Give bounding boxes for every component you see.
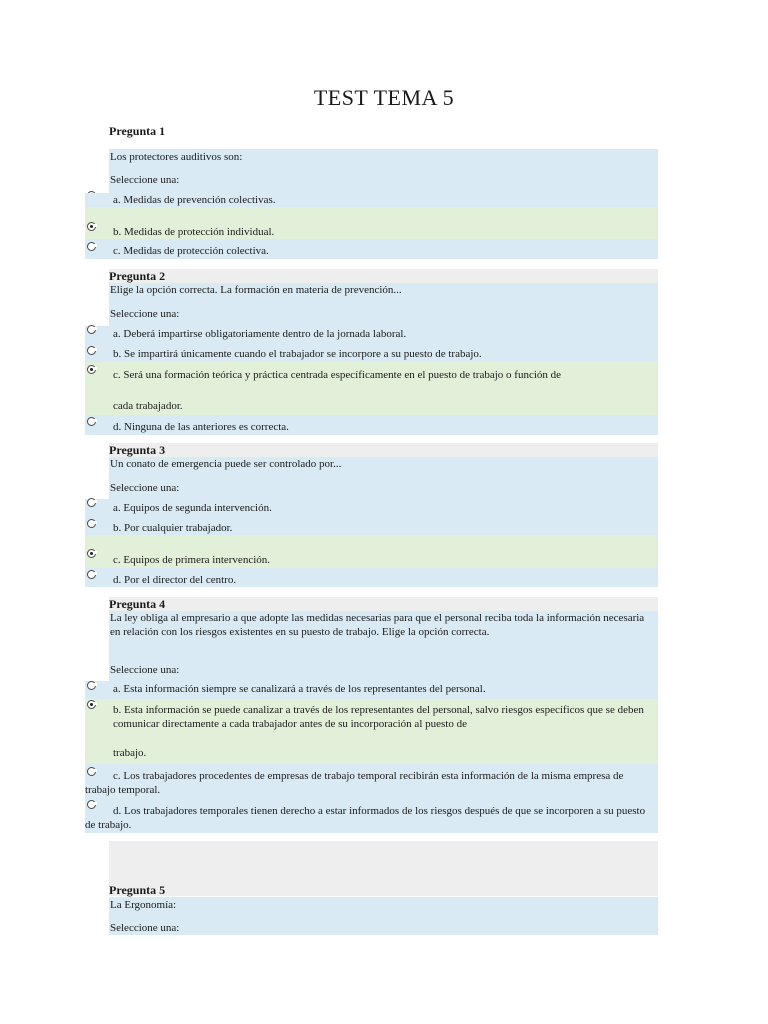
question-4-option-c[interactable]: c. Los trabajadores procedentes de empresas de trabajo temporal recibirán esta información de la misma empresa de trabajo temporal. — [85, 764, 658, 797]
question-1-option-a[interactable]: a. Medidas de prevención colectivas. — [85, 193, 658, 207]
question-1-header: Pregunta 1 — [109, 124, 166, 138]
question-4-option-b[interactable]: b. Esta información se puede canalizar a través de los representantes del personal, salvo riesgos específicos que se deben comunicar directamente a cada trabajador antes de su incorporación al puesto de trabajo. — [85, 699, 658, 764]
question-4-option-c-radio[interactable] — [87, 767, 96, 776]
question-1-option-c-radio[interactable] — [87, 242, 96, 251]
question-2-option-a-radio[interactable] — [87, 325, 96, 334]
question-5-text: La Ergonomía: — [110, 899, 177, 911]
question-2-option-b[interactable]: b. Se impartirá únicamente cuando el trabajador se incorpore a su puesto de trabajo. — [85, 344, 658, 362]
question-3-option-c[interactable]: c. Equipos de primera intervención. — [85, 535, 658, 568]
question-2-option-d-radio[interactable] — [87, 417, 96, 426]
question-1-option-b-radio[interactable] — [87, 222, 96, 231]
question-4-select-label: Seleccione una: — [110, 664, 180, 676]
question-4-option-a-radio[interactable] — [87, 681, 96, 690]
question-2-option-d[interactable]: d. Ninguna de las anteriores es correcta. — [85, 415, 658, 435]
question-3-option-c-radio[interactable] — [87, 549, 96, 558]
question-3-option-d[interactable]: d. Por el director del centro. — [85, 568, 658, 587]
question-3-select-label: Seleccione una: — [110, 482, 180, 494]
page-title: TEST TEMA 5 — [313, 85, 455, 110]
question-1-select-label: Seleccione una: — [110, 174, 180, 186]
question-3-option-b-radio[interactable] — [87, 519, 96, 528]
question-1-text: Los protectores auditivos son: — [110, 151, 243, 163]
question-3-option-a[interactable]: a. Equipos de segunda intervención. — [85, 499, 658, 517]
question-3-header: Pregunta 3 — [109, 443, 658, 457]
question-5-block — [109, 897, 658, 935]
question-4-header: Pregunta 4 — [109, 597, 658, 611]
question-3-option-d-radio[interactable] — [87, 570, 96, 579]
question-3-option-b[interactable]: b. Por cualquier trabajador. — [85, 517, 658, 535]
question-4-option-d-radio[interactable] — [87, 800, 96, 809]
question-2-header: Pregunta 2 — [109, 269, 658, 283]
question-3-text: Un conato de emergencia puede ser controlado por... — [110, 458, 342, 470]
question-5-select-label: Seleccione una: — [110, 922, 180, 934]
question-1-option-b[interactable]: b. Medidas de protección individual. — [85, 207, 658, 239]
question-4-option-b-radio[interactable] — [87, 700, 96, 709]
question-4-block — [109, 611, 658, 681]
question-4-option-a[interactable]: a. Esta información siempre se canalizará a través de los representantes del personal. — [85, 681, 658, 699]
question-2-text: Elige la opción correcta. La formación en materia de prevención... — [110, 284, 402, 296]
question-1-option-c[interactable]: c. Medidas de protección colectiva. — [85, 239, 658, 259]
question-2-block — [109, 283, 658, 326]
question-4-option-d[interactable]: d. Los trabajadores temporales tienen derecho a estar informados de los riesgos después de que se incorporen a su puesto de trabajo. — [85, 797, 658, 833]
question-5-header: Pregunta 5 — [109, 883, 166, 897]
question-2-select-label: Seleccione una: — [110, 308, 180, 320]
question-2-option-c-radio[interactable] — [87, 365, 96, 374]
question-2-option-c[interactable]: c. Será una formación teórica y práctica centrada específicamente en el puesto de trabajo o función de cada trabajador. — [85, 362, 658, 415]
question-2-option-b-radio[interactable] — [87, 346, 96, 355]
question-3-option-a-radio[interactable] — [87, 498, 96, 507]
question-3-block — [109, 457, 658, 499]
question-4-text: La ley obliga al empresario a que adopte las medidas necesarias para que el personal reciba toda la información necesaria en relación con los riesgos existentes en su puesto de trabajo. Elige la opción correcta. — [110, 612, 645, 638]
question-2-option-a[interactable]: a. Deberá impartirse obligatoriamente dentro de la jornada laboral. — [85, 326, 658, 344]
